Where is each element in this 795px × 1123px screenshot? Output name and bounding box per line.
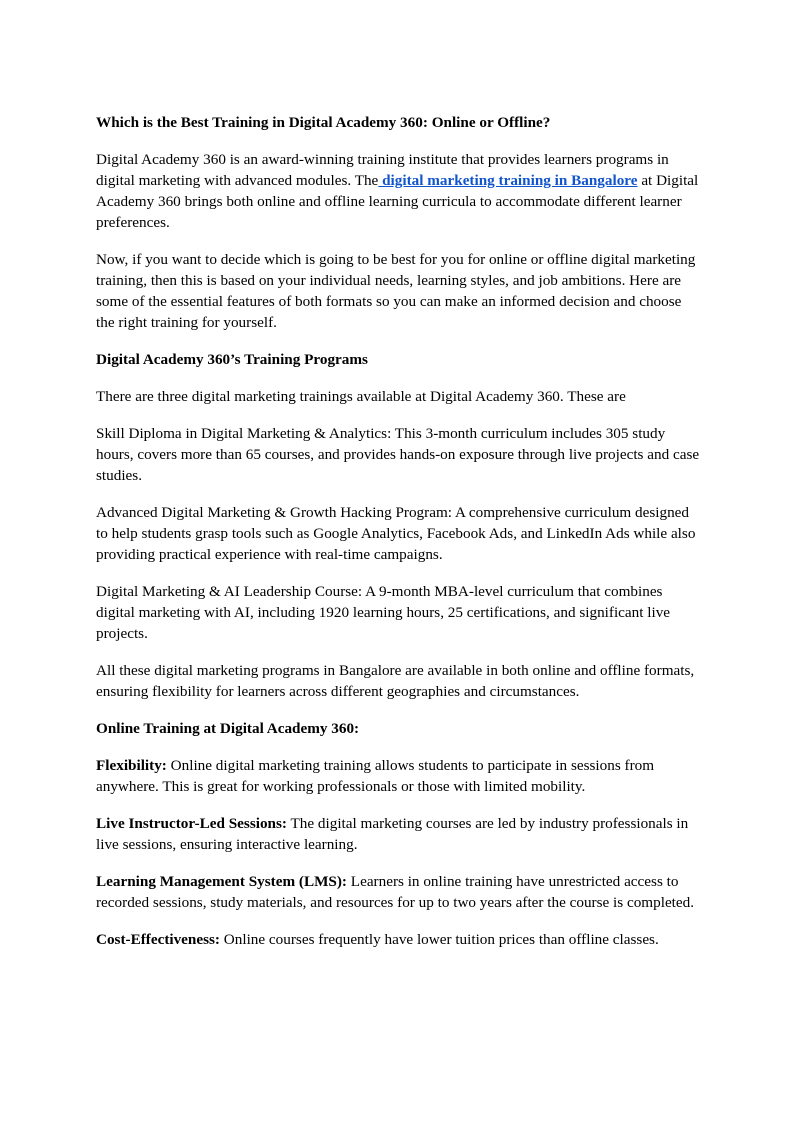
online-feature-live-sessions — [96, 813, 701, 855]
intro-text-before-link: Digital Academy 360 is an award-winning training institute that provides learners programs in digital marketing with advanced modules. The — [96, 151, 669, 189]
online-feature-lms — [96, 871, 701, 913]
feature-label: Flexibility: — [96, 757, 167, 774]
feature-label: Learning Management System (LMS): — [96, 873, 347, 890]
feature-label: Live Instructor-Led Sessions: — [96, 815, 287, 832]
program-item-skill-diploma: Skill Diploma in Digital Marketing & Analytics: This 3-month curriculum includes 305 study hours, covers more than 65 courses, and provides hands-on exposure through live projects and case studies. — [96, 425, 700, 484]
document-title: Which is the Best Training in Digital Academy 360: Online or Offline? — [96, 114, 551, 131]
feature-label: Cost-Effectiveness: — [96, 931, 220, 948]
document-page — [96, 112, 701, 966]
online-training-heading: Online Training at Digital Academy 360: — [96, 720, 360, 737]
online-feature-flexibility — [96, 755, 701, 797]
feature-text: Learners in online training have unrestricted access to recorded sessions, study materials, and resources for up to two years after the course is completed. — [96, 873, 695, 911]
feature-text: Online courses frequently have lower tuition prices than offline classes. — [220, 931, 659, 948]
decide-paragraph: Now, if you want to decide which is going to be best for you for online or offline digital marketing training, then this is based on your individual needs, learning styles, and job ambitions. Here are some of the essential features of both formats so you can make an informed decision and choose the right training for yourself. — [96, 251, 696, 331]
digital-marketing-training-link[interactable]: digital marketing training in Bangalore — [378, 172, 638, 189]
feature-text: Online digital marketing training allows students to participate in sessions from anywhere. This is great for working professionals or those with limited mobility. — [96, 757, 655, 795]
program-item-growth-hacking: Advanced Digital Marketing & Growth Hacking Program: A comprehensive curriculum designed to help students grasp tools such as Google Analytics, Facebook Ads, and LinkedIn Ads while also providing practical experience with real-time campaigns. — [96, 504, 696, 563]
programs-closing: All these digital marketing programs in Bangalore are available in both online and offline formats, ensuring flexibility for learners across different geographies and circumstances. — [96, 662, 695, 700]
programs-heading: Digital Academy 360’s Training Programs — [96, 351, 368, 368]
online-feature-cost — [96, 929, 701, 950]
programs-lead: There are three digital marketing trainings available at Digital Academy 360. These are — [96, 388, 626, 405]
intro-text-after-link: at Digital Academy 360 brings both online and offline learning curricula to accommodate different learner preferences. — [96, 172, 699, 231]
program-item-ai-leadership: Digital Marketing & AI Leadership Course: A 9-month MBA-level curriculum that combines digital marketing with AI, including 1920 learning hours, 25 certifications, and significant live projects. — [96, 583, 671, 642]
intro-paragraph — [96, 149, 701, 233]
feature-text: The digital marketing courses are led by industry professionals in live sessions, ensuring interactive learning. — [96, 815, 689, 853]
